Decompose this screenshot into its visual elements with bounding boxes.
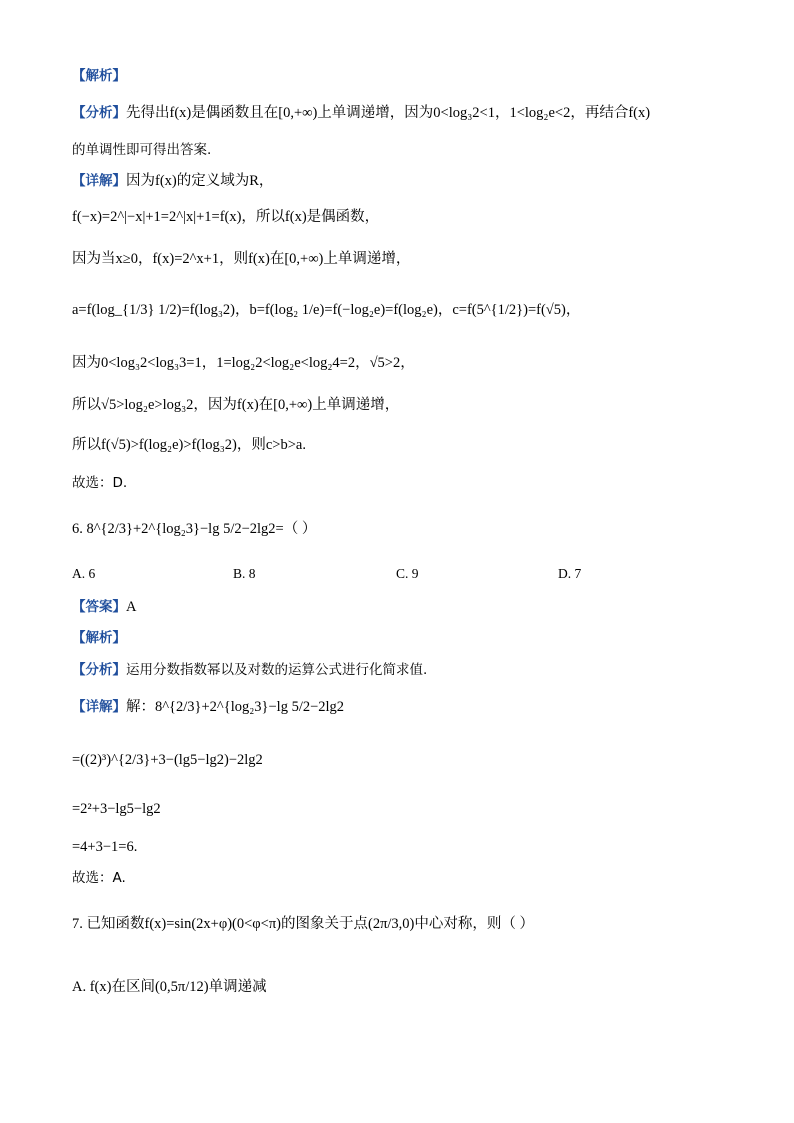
line-sqrt5-compare: 所以√5>log₂e>log₃2，因为f(x)在[0,+∞)上单调递增，: [72, 397, 400, 413]
line-monotonic: 因为当x≥0，f(x)=2^x+1，则f(x)在[0,+∞)上单调递增，: [72, 251, 411, 267]
line-fenxi-1: 【分析】先得出f(x)是偶函数且在[0,+∞)上单调递增，因为0<log₃2<1，1<log₂e<2，再结合f(x): [72, 105, 651, 121]
line-conclusion: 所以f(√5)>f(log₂e)>f(log₃2)，则c>b>a.: [72, 437, 306, 453]
line-daan: 【答案】A: [72, 599, 137, 615]
option-b: B. 8: [233, 566, 256, 581]
section-tag: 【答案】: [72, 599, 126, 615]
section-tag: 【分析】: [72, 662, 126, 678]
section-tag: 【解析】: [72, 68, 126, 84]
question-7-option-a: A. f(x)在区间(0,5π/12)单调递减: [72, 979, 267, 995]
section-tag: 【分析】: [72, 105, 126, 121]
line-answer-choice-d: 故选：D.: [72, 475, 128, 491]
line-jiexi-header-1: [72, 66, 126, 86]
section-tag: 【解析】: [72, 630, 126, 646]
question-6-stem: 6. 8^{2/3}+2^{log₂3}−lg 5/2−2lg2=（ ）: [72, 521, 317, 537]
option-c: C. 9: [396, 566, 419, 581]
line-fenxi-1-cont: 的单调性即可得出答案.: [72, 142, 212, 158]
question-7-stem: 7. 已知函数f(x)=sin(2x+φ)(0<φ<π)的图象关于点(2π/3,0)中心对称，则（ ）: [72, 916, 534, 932]
line-xiangjie-2: 【详解】解：8^{2/3}+2^{log₂3}−lg 5/2−2lg2: [72, 699, 345, 715]
line-jiexi-header-2: [72, 628, 126, 648]
section-tag: 【详解】: [72, 173, 126, 189]
line-log-compare: 因为0<log₃2<log₃3=1，1=log₂2<log₂e<log₂4=2，√5>2，: [72, 355, 415, 371]
line-step-2: =2²+3−lg5−lg2: [72, 801, 161, 817]
option-d: D. 7: [558, 566, 582, 581]
option-a: A. 6: [72, 566, 96, 581]
line-step-3: =4+3−1=6.: [72, 839, 138, 855]
line-answer-choice-a: 故选：A.: [72, 870, 126, 886]
line-xiangjie-1: 【详解】因为f(x)的定义域为R，: [72, 173, 274, 189]
line-abc-definitions: a=f(log_{1/3} 1/2)=f(log₃2)，b=f(log₂ 1/e)=f(−log₂e)=f(log₂e)，c=f(5^{1/2})=f(√5)，: [72, 302, 581, 318]
line-fenxi-2: 【分析】运用分数指数幂以及对数的运算公式进行化简求值.: [72, 662, 428, 678]
section-tag: 【详解】: [72, 699, 126, 715]
line-even-function: f(−x)=2^|−x|+1=2^|x|+1=f(x)，所以f(x)是偶函数，: [72, 209, 380, 225]
line-step-1: =((2)³)^{2/3}+3−(lg5−lg2)−2lg2: [72, 752, 263, 768]
